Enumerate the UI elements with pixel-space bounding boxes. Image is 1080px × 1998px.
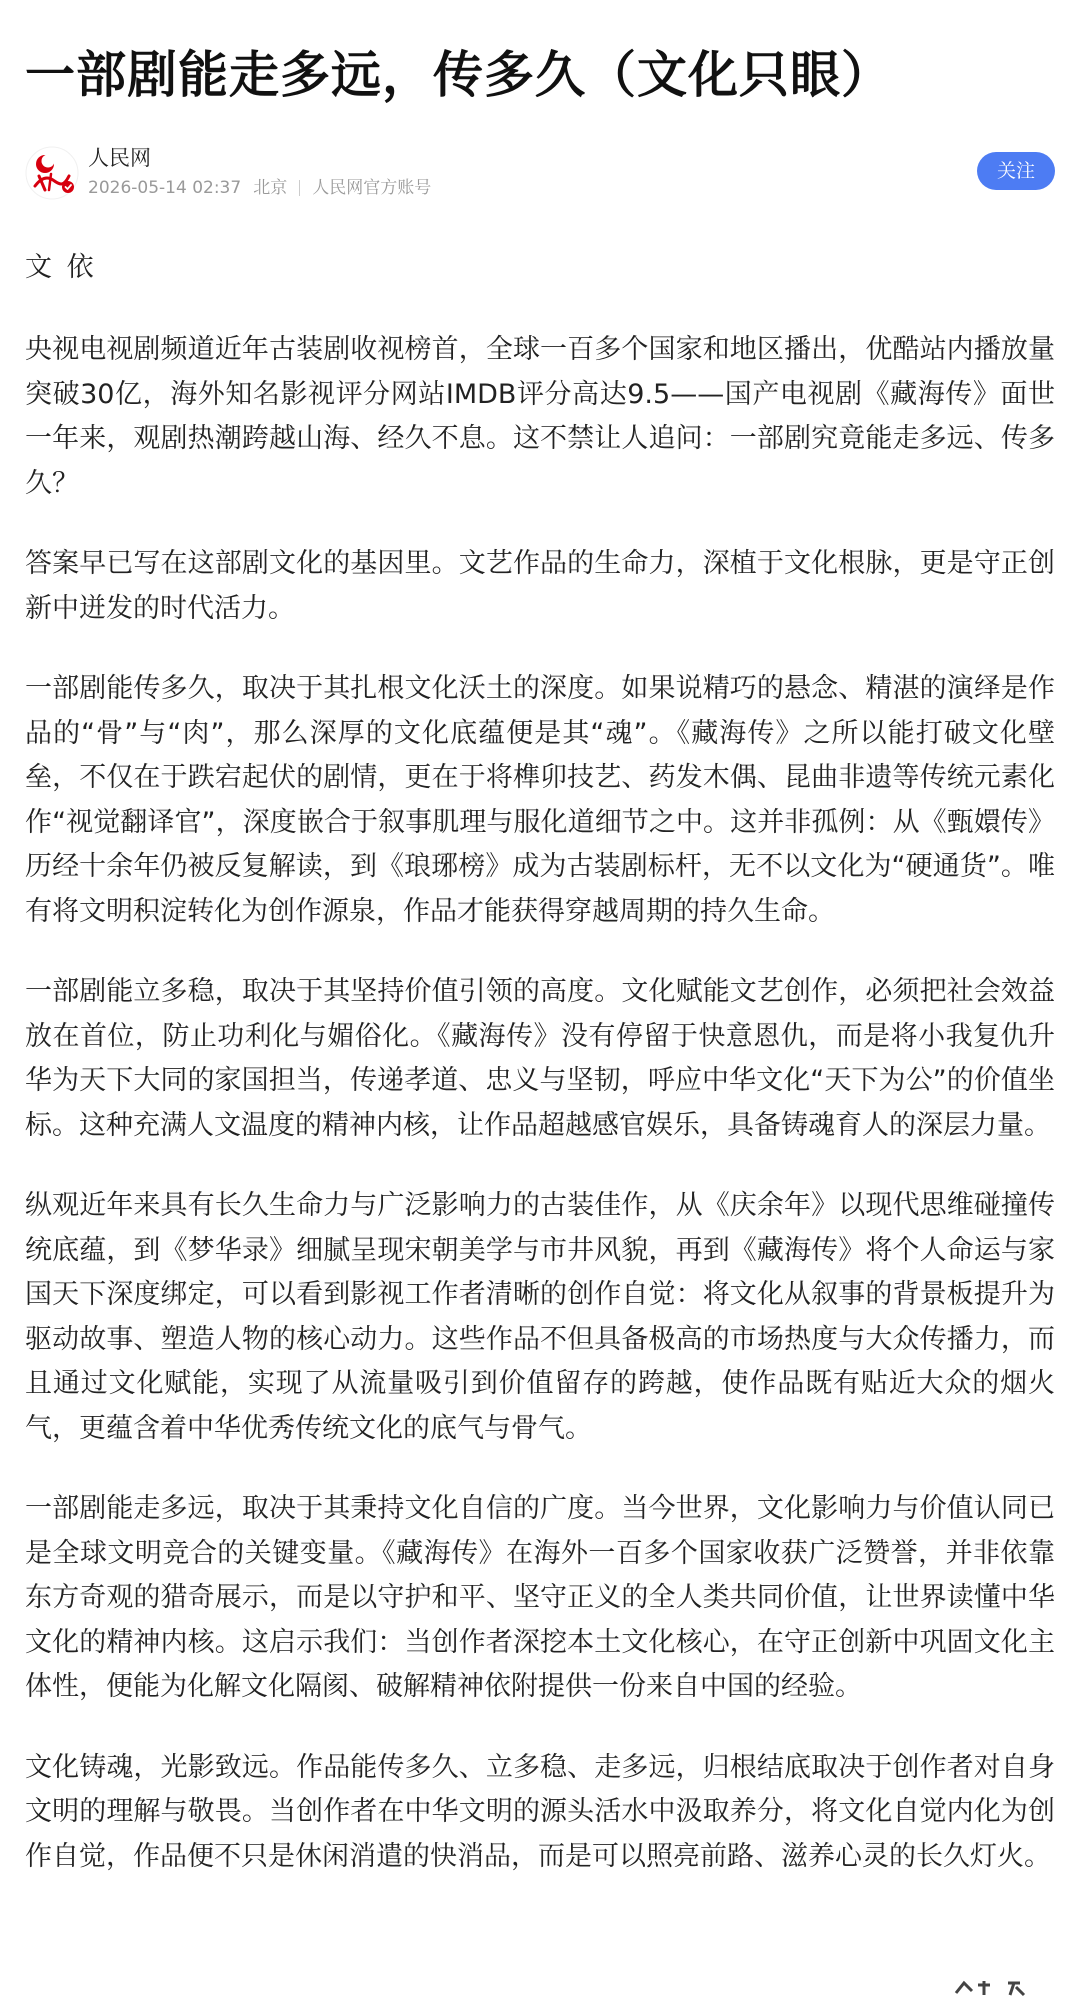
article-meta — [88, 176, 431, 200]
account-type: 人民网官方账号 — [312, 178, 432, 198]
people-daily-logo-icon[interactable] — [25, 146, 79, 200]
follow-button[interactable]: 关注 — [977, 152, 1055, 190]
article-paragraph: 文化铸魂，光影致远。作品能传多久、立多稳、走多远，归根结底取决于创作者对自身文明的理解与敬畏。当创作者在中华文明的源头活水中汲取养分，将文化自觉内化为创作自觉，作品便不只是休闲消遣的快消品，而是可以照亮前路、滋养心灵的长久灯火。 — [25, 1751, 1055, 1872]
article-byline: 文 依 — [25, 252, 97, 283]
article-paragraph: 一部剧能立多稳，取决于其坚持价值引领的高度。文化赋能文艺创作，必须把社会效益放在首位，防止功利化与媚俗化。《藏海传》没有停留于快意恩仇，而是将小我复仇升华为天下大同的家国担当，传递孝道、忠义与坚韧，呼应中华文化“天下为公”的价值坐标。这种充满人文温度的精神内核，让作品超越感官娱乐，具备铸魂育人的深层力量。 — [25, 976, 1055, 1141]
article-paragraph: 答案早已写在这部剧文化的基因里。文艺作品的生命力，深植于文化根脉，更是守正创新中迸发的时代活力。 — [25, 548, 1055, 624]
article-body — [25, 248, 1055, 1915]
publish-datetime: 2026-05-14 02:37 — [88, 178, 242, 198]
avatar-logo-graphic — [25, 146, 79, 200]
cropped-text-fragment — [950, 1975, 1040, 1998]
cropped-glyphs-graphic — [950, 1975, 1040, 1998]
article-paragraph: 一部剧能传多久，取决于其扎根文化沃土的深度。如果说精巧的悬念、精湛的演绎是作品的“骨”与“肉”，那么深厚的文化底蕴便是其“魂”。《藏海传》之所以能打破文化壁垒，不仅在于跌宕起伏的剧情，更在于将榫卯技艺、药发木偶、昆曲非遗等传统元素化作“视觉翻译官”，深度嵌合于叙事肌理与服化道细节之中。这并非孤例：从《甄嬛传》历经十余年仍被反复解读，到《琅琊榜》成为古装剧标杆，无不以文化为“硬通货”。唯有将文明积淀转化为创作源泉，作品才能获得穿越周期的持久生命。 — [25, 673, 1055, 927]
article-paragraph: 一部剧能走多远，取决于其秉持文化自信的广度。当今世界，文化影响力与价值认同已是全球文明竞合的关键变量。《藏海传》在海外一百多个国家收获广泛赞誉，并非依靠东方奇观的猎奇展示，而是以守护和平、坚守正义的全人类共同价值，让世界读懂中华文化的精神内核。这启示我们：当创作者深挖本土文化核心，在守正创新中巩固文化主体性，便能为化解文化隔阂、破解精神依附提供一份来自中国的经验。 — [25, 1493, 1055, 1702]
article-title: 一部剧能走多远，传多久（文化只眼） — [25, 46, 892, 104]
article-paragraph: 纵观近年来具有长久生命力与广泛影响力的古装佳作，从《庆余年》以现代思维碰撞传统底蕴，到《梦华录》细腻呈现宋朝美学与市井风貌，再到《藏海传》将个人命运与家国天下深度绑定，可以看到影视工作者清晰的创作自觉：将文化从叙事的背景板提升为驱动故事、塑造人物的核心动力。这些作品不但具备极高的市场热度与大众传播力，而且通过文化赋能，实现了从流量吸引到价值留存的跨越，使作品既有贴近大众的烟火气，更蕴含着中华优秀传统文化的底气与骨气。 — [25, 1190, 1055, 1444]
article-paragraph: 央视电视剧频道近年古装剧收视榜首，全球一百多个国家和地区播出，优酷站内播放量突破30亿，海外知名影视评分网站IMDB评分高达9.5——国产电视剧《藏海传》面世一年来，观剧热潮跨越山海、经久不息。这不禁让人追问：一部剧究竟能走多远、传多久？ — [25, 334, 1055, 499]
author-row — [25, 142, 1055, 206]
publish-location: 北京 — [253, 178, 288, 198]
author-name[interactable]: 人民网 — [88, 146, 151, 170]
meta-divider — [299, 180, 300, 196]
